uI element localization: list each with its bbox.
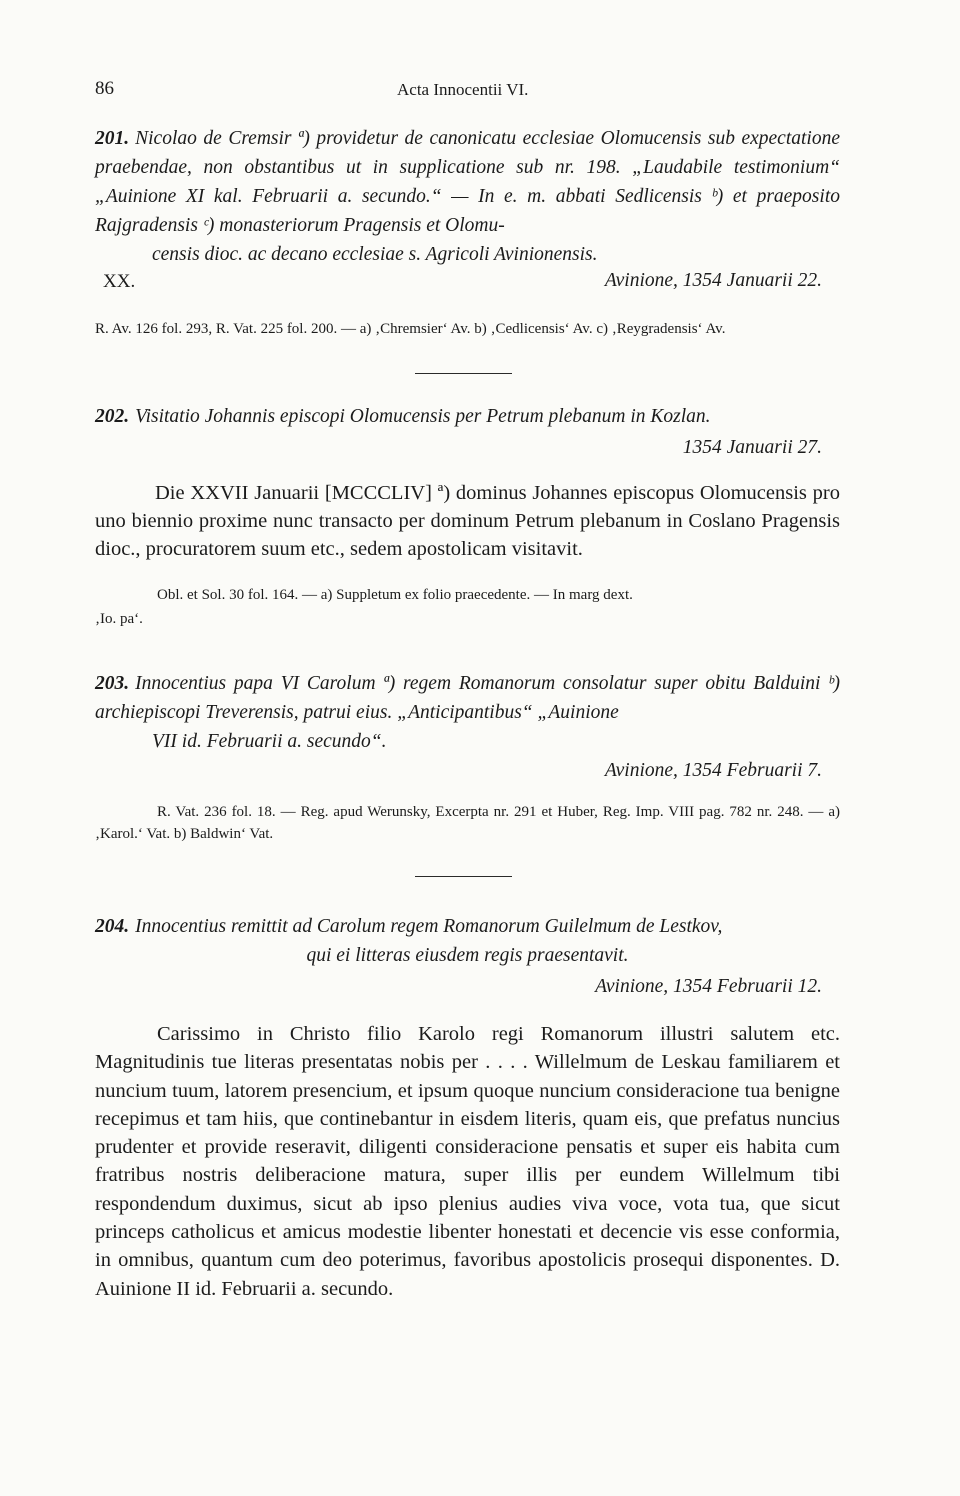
- mark-xx: XX.: [103, 271, 136, 292]
- page-number: 86: [95, 78, 114, 99]
- running-title: Acta Innocentii VI.: [397, 80, 529, 99]
- regest-201: [95, 124, 840, 240]
- notes-203: R. Vat. 236 fol. 18. — Reg. apud Werunsky, Excerpta nr. 291 et Huber, Reg. Imp. VIII pag. 782 nr. 248. — a) ‚Karol.‘ Vat. b) Baldwin‘ Vat.: [95, 804, 840, 842]
- regest-number: 201.: [95, 128, 130, 149]
- notes-201: R. Av. 126 fol. 293, R. Vat. 225 fol. 200. — a) ‚Chremsier‘ Av. b) ‚Cedlicensis‘ Av. c) ‚Reygradensis‘ Av.: [95, 321, 726, 337]
- regest-204: [95, 912, 840, 941]
- regest-text: Innocentius remittit ad Carolum regem Romanorum Guilelmum de Lestkov,: [135, 916, 723, 937]
- regest-203: [95, 669, 840, 727]
- regest-number: 204.: [95, 916, 130, 937]
- regest-number: 203.: [95, 673, 130, 694]
- date-202: 1354 Januarii 27.: [682, 437, 822, 458]
- regest-204-continuation: qui ei litteras eiusdem regis praesentavit.: [306, 945, 629, 966]
- body-202: Die XXVII Januarii [MCCCLIV] ª) dominus Johannes episcopus Olomucensis pro uno biennio proxime nunc transacto per dominum Petrum plebanum in Coslano Pragensis dioc., procuratorem suum etc., sedem apostolicam visitavit.: [95, 482, 840, 560]
- separator: [415, 373, 512, 374]
- date-203: Avinione, 1354 Februarii 7.: [604, 760, 822, 781]
- separator: [415, 876, 512, 877]
- date-201: Avinione, 1354 Januarii 22.: [604, 270, 822, 291]
- date-204: Avinione, 1354 Februarii 12.: [595, 976, 822, 997]
- regest-text: Visitatio Johannis episcopi Olomucensis per Petrum plebanum in Kozlan.: [135, 406, 711, 427]
- regest-number: 202.: [95, 406, 130, 427]
- notes-202-margin: ‚Io. pa‘.: [95, 611, 143, 627]
- regest-text: Nicolao de Cremsir ª) providetur de canonicatu ecclesiae Olomucensis sub expectatione praebendae, non obstantibus ut in supplicatione sub nr. 198. „Laudabile testimonium“ „Auinione XI kal. Februarii a. secundo.“ — In e. m. abbati Sedlicensis ᵇ) et praeposito Rajgradensis ᶜ) monasteriorum Pragensis et Olomu-: [95, 128, 840, 236]
- body-204: Carissimo in Christo filio Karolo regi Romanorum illustri salutem etc. Magnitudinis tue literas presentatas nobis per . . . . Willelmum de Leskau familiarem et nuncium tuum, latorem presencium, et ipsum quoque nuncium consideracione tua benigne recepimus et tam hiis, que continebantur in eisdem literis, quam eis, que prefatus nuncius prudenter et provide reseravit, diligenti consideracione pensatis et super eis habita cum fratribus nostris deliberacione matura, super illis per eundem Willelmum tibi respondendum duximus, sicut ab ipso plenius audies viva voce, vota tua, que sicut princeps catholicus et amicus modestie libenter honestati et decencie vis esse conformia, in omnibus, quantum cum deo poterimus, favoribus apostolicis prosequi disponentes. D. Auinione II id. Februarii a. secundo.: [95, 1023, 840, 1300]
- regest-201-continuation: censis dioc. ac decano ecclesiae s. Agricoli Avinionensis.: [152, 244, 598, 265]
- regest-202: [95, 402, 840, 431]
- running-head: [95, 78, 840, 102]
- regest-text: Innocentius papa VI Carolum ª) regem Romanorum consolatur super obitu Balduini ᵇ) archiepiscopi Treverensis, patrui eius. „Anticipantibus“ „Auinione: [95, 673, 840, 723]
- notes-202: Obl. et Sol. 30 fol. 164. — a) Suppletum ex folio praecedente. — In marg dext.: [157, 587, 633, 603]
- regest-203-continuation: VII id. Februarii a. secundo“.: [152, 731, 387, 752]
